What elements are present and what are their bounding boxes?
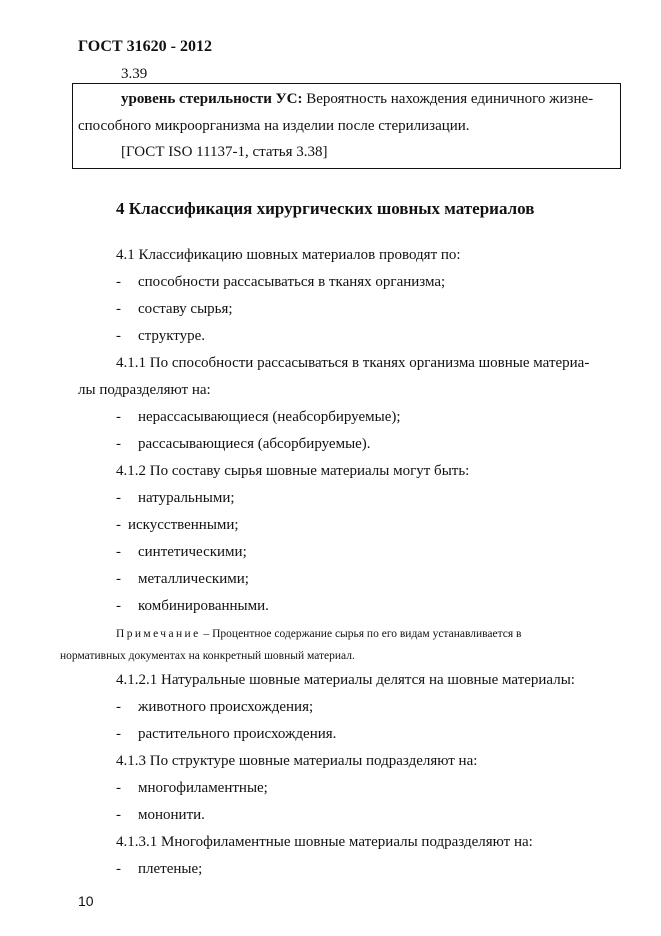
list-item: - комбинированными. (116, 598, 269, 614)
list-item: - искусственными; (116, 517, 239, 533)
definition-line-1 (121, 91, 593, 108)
note-line-2: нормативных документах на конкретный шовный материал. (60, 650, 355, 662)
list-item: - растительного происхождения. (116, 726, 337, 742)
list-item: - рассасывающиеся (абсорбируемые). (116, 436, 371, 452)
paragraph-4-1-1: 4.1.1 По способности рассасываться в тканях организма шовные материа- (116, 355, 590, 371)
list-item: - нерассасывающиеся (неабсорбируемые); (116, 409, 401, 425)
paragraph-4-1-3-1: 4.1.3.1 Многофиламентные шовные материалы подразделяют на: (116, 834, 533, 850)
list-item: - способности рассасываться в тканях организма; (116, 274, 446, 290)
list-item: - многофиламентные; (116, 780, 268, 796)
paragraph-4-1-2: 4.1.2 По составу сырья шовные материалы могут быть: (116, 463, 470, 479)
section-heading: 4 Классификация хирургических шовных материалов (116, 199, 535, 218)
document-header: ГОСТ 31620 - 2012 (78, 38, 212, 55)
definition-text: Вероятность нахождения единичного жизне- (302, 91, 594, 107)
note-label: Примечание (116, 628, 201, 640)
list-item: - мононити. (116, 807, 205, 823)
list-item: - металлическими; (116, 571, 249, 587)
definition-number: 3.39 (121, 66, 148, 82)
paragraph-4-1-1-cont: лы подразделяют на: (78, 382, 211, 398)
paragraph-4-1-2-1: 4.1.2.1 Натуральные шовные материалы делятся на шовные материалы: (116, 672, 575, 688)
list-item: - плетеные; (116, 861, 203, 877)
definition-source: [ГОСТ ISO 11137-1, статья 3.38] (121, 144, 328, 160)
list-item: - синтетическими; (116, 544, 247, 560)
note-line-1: Примечание – Процентное содержание сырья по его видам устанавливается в (116, 628, 522, 640)
list-item: - животного происхождения; (116, 699, 314, 715)
list-item: - составу сырья; (116, 301, 233, 317)
list-item: - структуре. (116, 328, 206, 344)
definition-line-2: способного микроорганизма на изделии после стерилизации. (78, 118, 470, 134)
paragraph-4-1-3: 4.1.3 По структуре шовные материалы подразделяют на: (116, 753, 478, 769)
paragraph-4-1: 4.1 Классификацию шовных материалов проводят по: (116, 247, 461, 263)
page-number: 10 (78, 893, 94, 909)
definition-term: уровень стерильности УС: (121, 91, 303, 107)
list-item: - натуральными; (116, 490, 235, 506)
